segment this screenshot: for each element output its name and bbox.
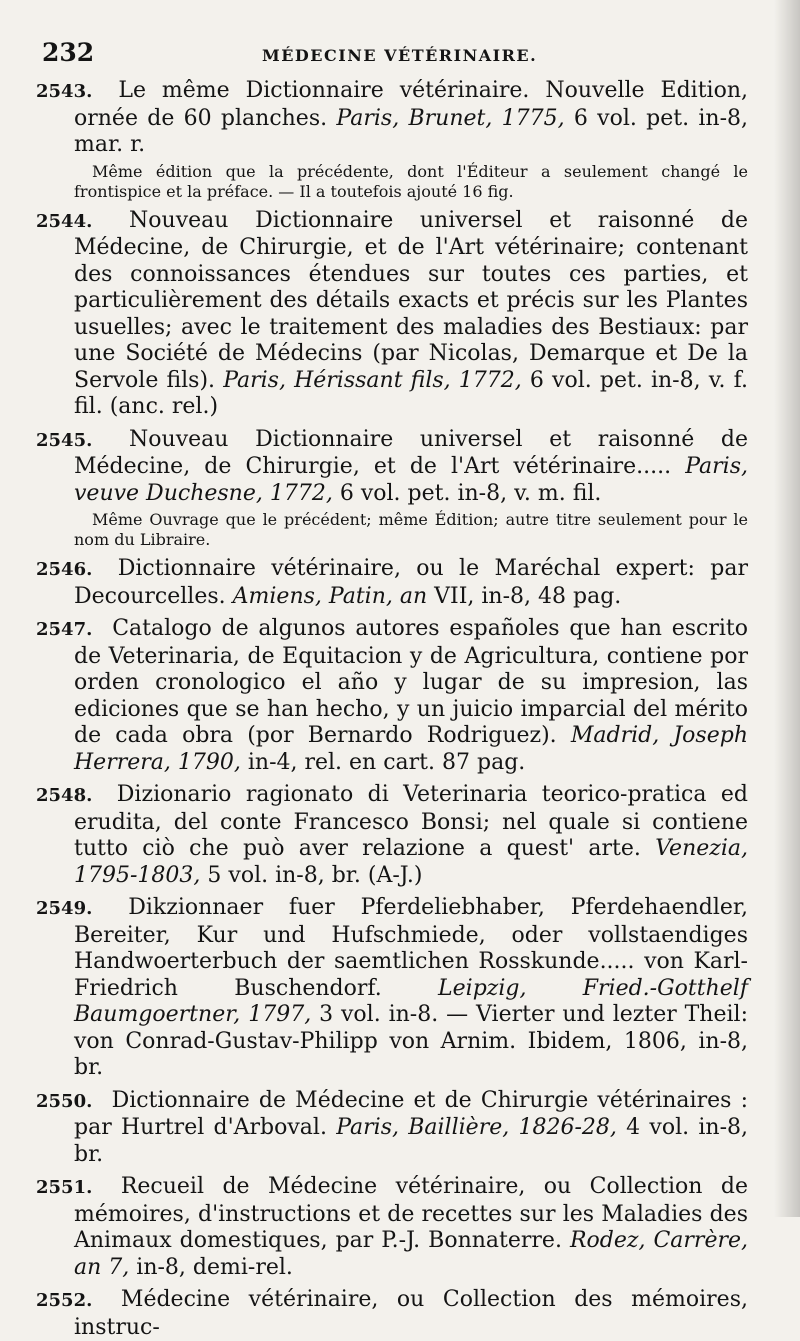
- entry-title: Dictionnaire vétérinaire, ou le Maréchal expert: par Decourcelles.: [74, 556, 748, 609]
- entry-imprint: Madrid, Joseph Herrera, 1790,: [74, 723, 748, 775]
- entry-number: 2544.: [36, 210, 93, 232]
- entry-number: 2550.: [36, 1090, 93, 1112]
- entry-number: 2547.: [36, 619, 93, 640]
- entry-note: Même édition que la précédente, dont l'Éditeur a seulement changé le frontispice et la préface. — Il a toutefois ajouté 16 fig.: [74, 161, 748, 201]
- catalog-entry: [36, 556, 748, 610]
- entry-title: Médecine vétérinaire, ou Collection des mémoires, instruc-: [74, 1287, 748, 1340]
- catalog-entry: [36, 1174, 748, 1281]
- entry-format: 6 vol. pet. in-8, v. f. fil. (anc. rel.): [74, 367, 748, 419]
- entry-title: Nouveau Dictionnaire universel et raisonné de Médecine, de Chirurgie, et de l'Art vétérinaire.....: [74, 426, 749, 479]
- entry-imprint: Paris, veuve Duchesne, 1772,: [74, 454, 748, 506]
- entry-title: Le même Dictionnaire vétérinaire. Nouvelle Edition, ornée de 60 planches.: [74, 78, 748, 131]
- entry-format: 4 vol. in-8, br.: [74, 1115, 748, 1167]
- entry-imprint: Venezia, 1795-1803,: [74, 836, 748, 888]
- entry-imprint: Paris, Baillière, 1826-28,: [336, 1115, 617, 1140]
- entry-number: 2543.: [36, 81, 93, 102]
- catalog-entry: [36, 207, 749, 421]
- catalog-entry: [36, 782, 748, 889]
- entry-title: Dizionario ragionato di Veterinaria teorico-pratica ed erudita, del conte Francesco Bonsi; nel quale si contiene tutto ciò che può aver relazione a quest' arte.: [74, 782, 748, 861]
- entry-format: 6 vol. pet. in-8, mar. r.: [74, 105, 749, 157]
- entry-format: VII, in-8, 48 pag.: [434, 583, 622, 609]
- entry-imprint: Rodez, Carrère, an 7,: [74, 1228, 748, 1280]
- entry-number: 2551.: [36, 1177, 93, 1198]
- page-edge-shadow: [774, 0, 800, 1217]
- entry-title: Dikzionnaer fuer Pferdeliebhaber, Pferdehaendler, Bereiter, Kur und Hufschmiede, oder vollstaendiges Handwoerterbuch der saemtlichen Rosskunde..... von Karl-Friedrich Buschendorf.: [74, 895, 748, 1001]
- catalog-entry: [36, 426, 749, 551]
- catalog-entry: [36, 616, 749, 776]
- entry-number: 2545.: [36, 429, 93, 451]
- entry-note: Même Ouvrage que le précédent; même Édition; autre titre seulement pour le nom du Libraire.: [74, 510, 748, 549]
- catalog-entry: [36, 1087, 749, 1169]
- entry-title: Nouveau Dictionnaire universel et raisonné de Médecine, de Chirurgie, et de l'Art vétérinaire; contenant des connoissances étendues sur toutes ces parties, et particulièrement des détails exacts et précis sur les Plantes usuelles; avec le traitement des maladies des Bestiaux: par une Société de Médecins (par Nicolas, Demarque et De la Servole fils).: [74, 207, 749, 393]
- entry-number: 2552.: [36, 1290, 93, 1311]
- entry-title: Catalogo de algunos autores españoles que han escrito de Veterinaria, de Equitacion y de Agricultura, contiene por orden cronologico el año y lugar de su impresion, las ediciones que se han hecho, y un juicio imparcial del mérito de cada obra (por Bernardo Rodriguez).: [74, 616, 749, 748]
- entry-title: Dictionnaire de Médecine et de Chirurgie vétérinaires : par Hurtrel d'Arboval.: [74, 1087, 749, 1140]
- page-number: 232: [42, 38, 95, 67]
- entry-number: 2548.: [36, 785, 93, 806]
- entry-imprint: Amiens, Patin, an: [232, 583, 428, 609]
- entry-format: 5 vol. in-8, br. (A-J.): [207, 862, 423, 888]
- catalog-entry: [36, 78, 749, 202]
- entry-format: in-8, demi-rel.: [136, 1254, 293, 1280]
- entry-number: 2549.: [36, 898, 93, 919]
- entry-imprint: Leipzig, Fried.-Gotthelf Baumgoertner, 1797,: [74, 975, 748, 1027]
- entry-format: 3 vol. in-8. — Vierter und lezter Theil: von Conrad-Gustav-Philipp von Arnim. Ibidem, 1806, in-8, br.: [74, 1002, 748, 1080]
- entry-format: in-4, rel. en cart. 87 pag.: [247, 749, 526, 775]
- entry-imprint: Paris, Brunet, 1775,: [336, 105, 565, 131]
- page-header: [42, 38, 748, 68]
- entry-number: 2546.: [36, 559, 93, 580]
- entry-format: 6 vol. pet. in-8, v. m. fil.: [339, 480, 602, 506]
- entry-imprint: Paris, Hérissant fils, 1772,: [223, 367, 522, 393]
- entry-title: Recueil de Médecine vétérinaire, ou Collection de mémoires, d'instructions et de recettes sur les Maladies des Animaux domestiques, par P.-J. Bonnaterre.: [74, 1174, 748, 1253]
- catalog-entry: [36, 895, 748, 1082]
- catalog-entry: [36, 1287, 748, 1341]
- running-head: MÉDECINE VÉTÉRINAIRE.: [262, 46, 538, 65]
